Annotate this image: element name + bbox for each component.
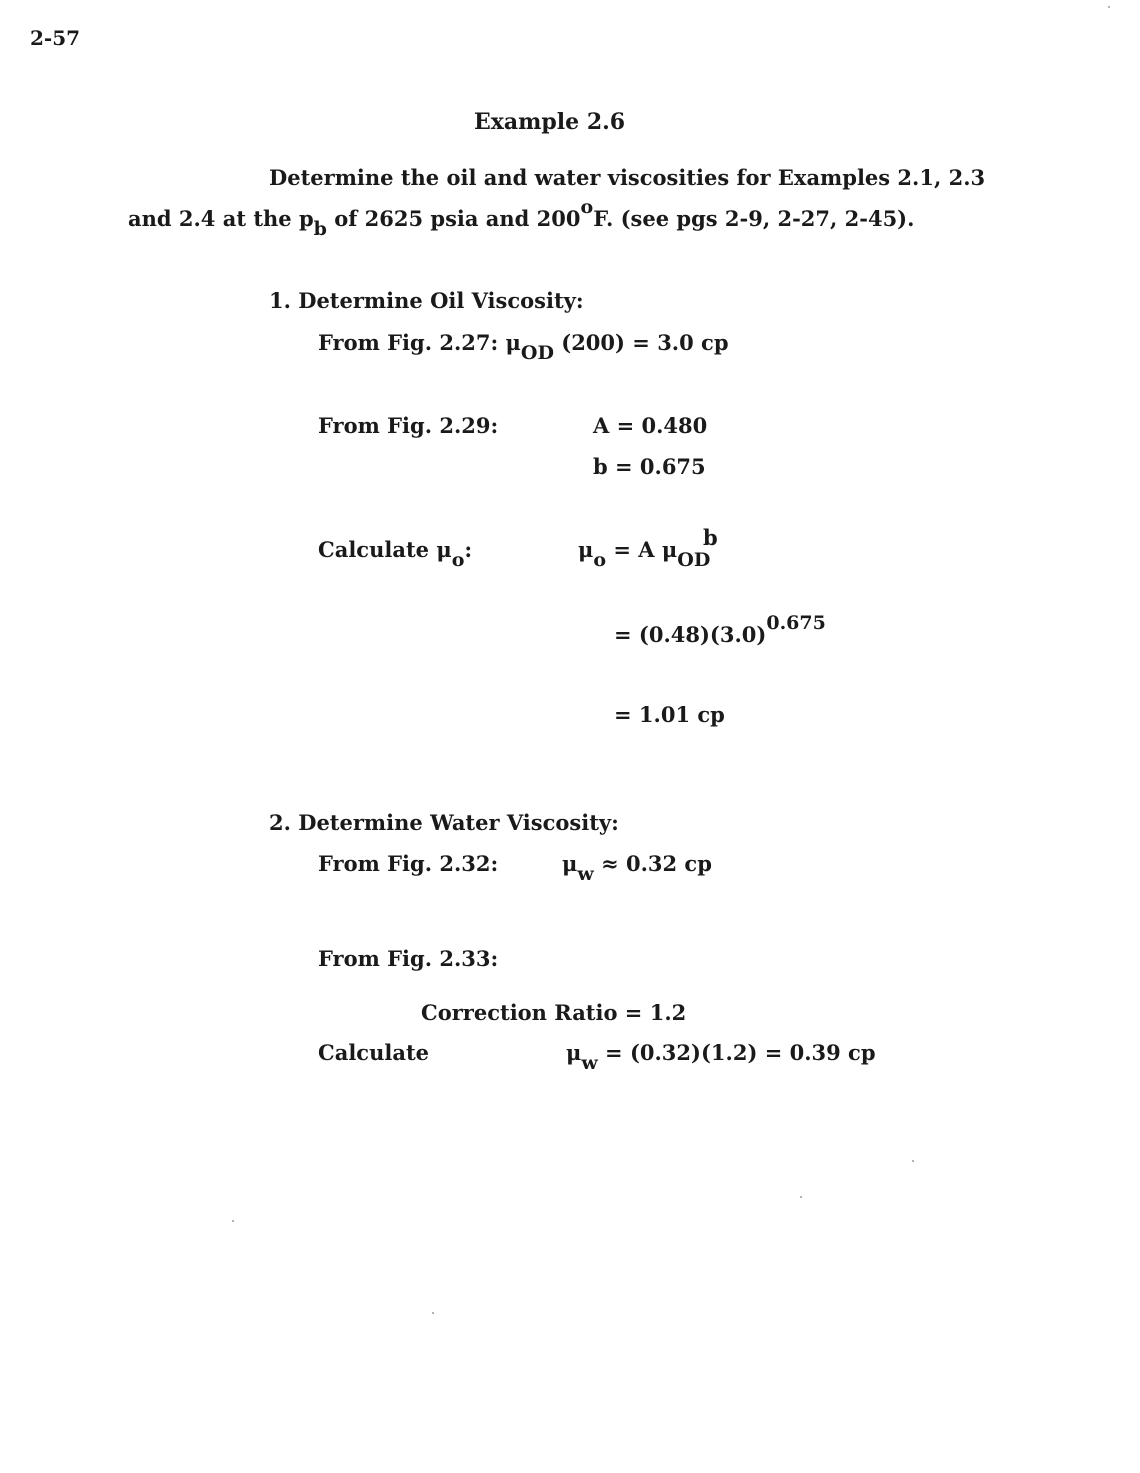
a-value: A = 0.480 xyxy=(593,413,708,438)
intro-text-b: of 2625 psia and 200 xyxy=(326,206,581,231)
mu-w-approx-value: ≈ 0.32 cp xyxy=(593,851,712,876)
mu-o-equation xyxy=(578,537,711,571)
mu-symbol: μ xyxy=(562,851,578,876)
mu-symbol: μ xyxy=(661,537,678,562)
scan-speck xyxy=(232,1220,234,1222)
scan-speck xyxy=(912,1160,914,1162)
scan-speck xyxy=(800,1196,802,1198)
pb-subscript: b xyxy=(313,218,327,240)
scan-speck xyxy=(432,1312,434,1314)
fig-2-33-label: From Fig. 2.33: xyxy=(318,946,499,971)
degree-superscript: o xyxy=(580,196,594,218)
equals-a: = A xyxy=(606,537,662,562)
intro-line-1: Determine the oil and water viscosities for Examples 2.1, 2.3 xyxy=(269,165,986,190)
od-subscript: OD xyxy=(677,549,711,571)
page-number: 2-57 xyxy=(30,26,81,50)
fig-2-29-label: From Fig. 2.29: xyxy=(318,413,499,438)
mu-o-result: = 1.01 cp xyxy=(614,702,725,727)
intro-line-2 xyxy=(128,196,915,240)
w-subscript: w xyxy=(581,1052,598,1074)
mu-symbol: μ xyxy=(436,537,452,562)
intro-text-a: and 2.4 at the p xyxy=(128,206,314,231)
mu-w-final-value: = (0.32)(1.2) = 0.39 cp xyxy=(597,1040,876,1065)
colon: : xyxy=(464,537,473,562)
mu-w-final-equation xyxy=(566,1040,876,1074)
section-2-heading: 2. Determine Water Viscosity: xyxy=(269,810,619,835)
calculate-label: Calculate xyxy=(318,537,437,562)
o-subscript: o xyxy=(593,549,607,571)
fig-2-27-line xyxy=(318,330,729,364)
fig-2-32-label: From Fig. 2.32: xyxy=(318,851,499,876)
mu-symbol: μ xyxy=(566,1040,582,1065)
substitution-text: = (0.48)(3.0) xyxy=(614,622,767,647)
exponent-0675: 0.675 xyxy=(766,612,826,634)
calculate-label-2: Calculate xyxy=(318,1040,429,1065)
o-subscript: o xyxy=(451,549,465,571)
scan-speck xyxy=(1108,6,1110,8)
b-value: b = 0.675 xyxy=(593,454,706,479)
example-title: Example 2.6 xyxy=(474,109,626,135)
od-subscript: OD xyxy=(520,342,554,364)
fig-2-27-value: (200) = 3.0 cp xyxy=(553,330,729,355)
calculate-mu-o-label xyxy=(318,537,473,571)
correction-ratio: Correction Ratio = 1.2 xyxy=(421,1000,687,1025)
exponent-b: b xyxy=(703,525,718,550)
intro-text-c: F. (see pgs 2-9, 2-27, 2-45). xyxy=(593,206,915,231)
mu-w-approx xyxy=(562,851,712,885)
section-1-heading: 1. Determine Oil Viscosity: xyxy=(269,288,584,313)
mu-symbol: μ xyxy=(505,330,521,355)
w-subscript: w xyxy=(577,863,594,885)
mu-symbol: μ xyxy=(578,537,594,562)
fig-2-27-label: From Fig. 2.27: xyxy=(318,330,506,355)
substitution-equation xyxy=(614,612,826,647)
